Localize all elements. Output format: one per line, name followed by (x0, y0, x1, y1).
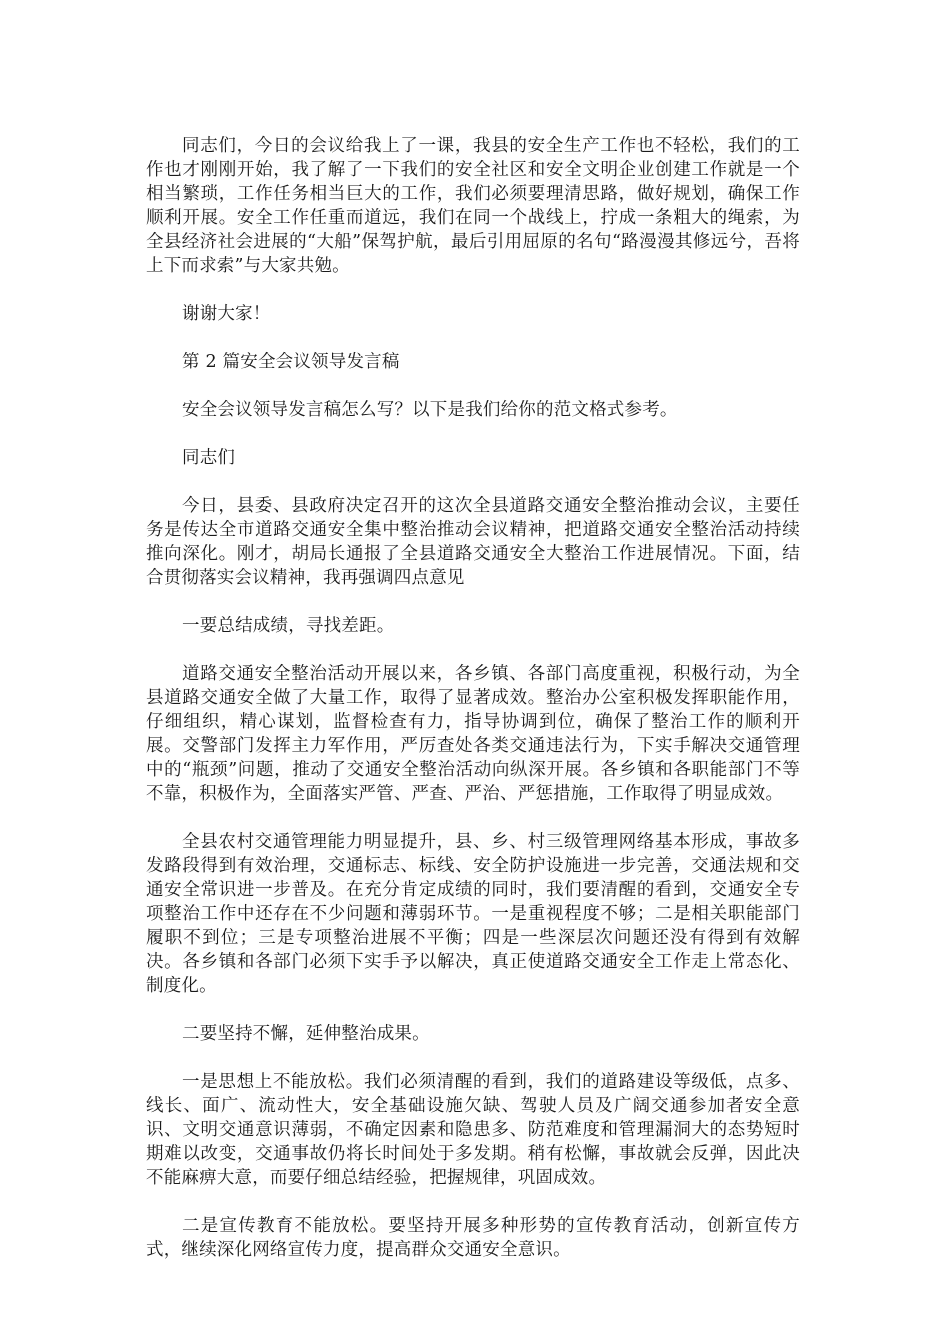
point-heading-2: 二要坚持不懈，延伸整治成果。 (182, 1024, 430, 1044)
document-body (146, 134, 800, 1286)
paragraph-intro: 安全会议领导发言稿怎么写？以下是我们给你的范文格式参考。 (182, 400, 678, 420)
point-heading-1: 一要总结成绩，寻找差距。 (182, 616, 395, 636)
paragraph-closing-remarks: 同志们，今日的会议给我上了一课，我县的安全生产工作也不轻松，我们的工作也才刚刚开始，我了解了一下我们的安全社区和安全文明企业创建工作就是一个相当繁琐，工作任务相当巨大的工作，我们必须要理清思路，做好规划，确保工作顺利开展。安全工作任重而道远，我们在同一个战线上，拧成一条粗大的绳索，为全县经济社会进展的“大船”保驾护航，最后引用屈原的名句“路漫漫其修远兮，吾将上下而求索”与大家共勉。 (146, 136, 800, 276)
section-heading: 第 2 篇安全会议领导发言稿 (182, 352, 400, 372)
paragraph-opening: 今日，县委、县政府决定召开的这次全县道路交通安全整治推动会议，主要任务是传达全市道路交通安全集中整治推动会议精神，把道路交通安全整治活动持续推向深化。刚才，胡局长通报了全县道路交通安全大整治工作进展情况。下面，结合贯彻落实会议精神，我再强调四点意见 (146, 496, 800, 588)
paragraph-achievements: 道路交通安全整治活动开展以来，各乡镇、各部门高度重视，积极行动，为全县道路交通安全做了大量工作，取得了显著成效。整治办公室积极发挥职能作用，仔细组织，精心谋划，监督检查有力，指导协调到位，确保了整治工作的顺利开展。交警部门发挥主力军作用，严厉查处各类交通违法行为，下实手解决交通管理中的“瓶颈”问题，推动了交通安全整治活动向纵深开展。各乡镇和各职能部门不等不靠，积极作为，全面落实严管、严查、严治、严惩措施，工作取得了明显成效。 (146, 664, 800, 804)
paragraph-problems: 全县农村交通管理能力明显提升，县、乡、村三级管理网络基本形成，事故多发路段得到有效治理，交通标志、标线、安全防护设施进一步完善，交通法规和交通安全常识进一步普及。在充分肯定成绩的同时，我们要清醒的看到，交通安全专项整治工作中还存在不少问题和薄弱环节。一是重视程度不够；二是相关职能部门履职不到位；三是专项整治进展不平衡；四是一些深层次问题还没有得到有效解决。各乡镇和各部门必须下实手予以解决，真正使道路交通安全工作走上常态化、制度化。 (146, 832, 800, 996)
paragraph-salutation: 同志们 (182, 448, 236, 468)
paragraph-education: 二是宣传教育不能放松。要坚持开展多种形势的宣传教育活动，创新宣传方式，继续深化网络宣传力度，提高群众交通安全意识。 (146, 1216, 800, 1260)
paragraph-thanks: 谢谢大家！ (182, 304, 271, 324)
paragraph-thinking: 一是思想上不能放松。我们必须清醒的看到，我们的道路建设等级低，点多、线长、面广、流动性大，安全基础设施欠缺、驾驶人员及广阔交通参加者安全意识、文明交通意识薄弱，不确定因素和隐患多、防范难度和管理漏洞大的态势短时期难以改变，交通事故仍将长时间处于多发期。稍有松懈，事故就会反弹，因此决不能麻痹大意，而要仔细总结经验，把握规律，巩固成效。 (146, 1072, 800, 1188)
